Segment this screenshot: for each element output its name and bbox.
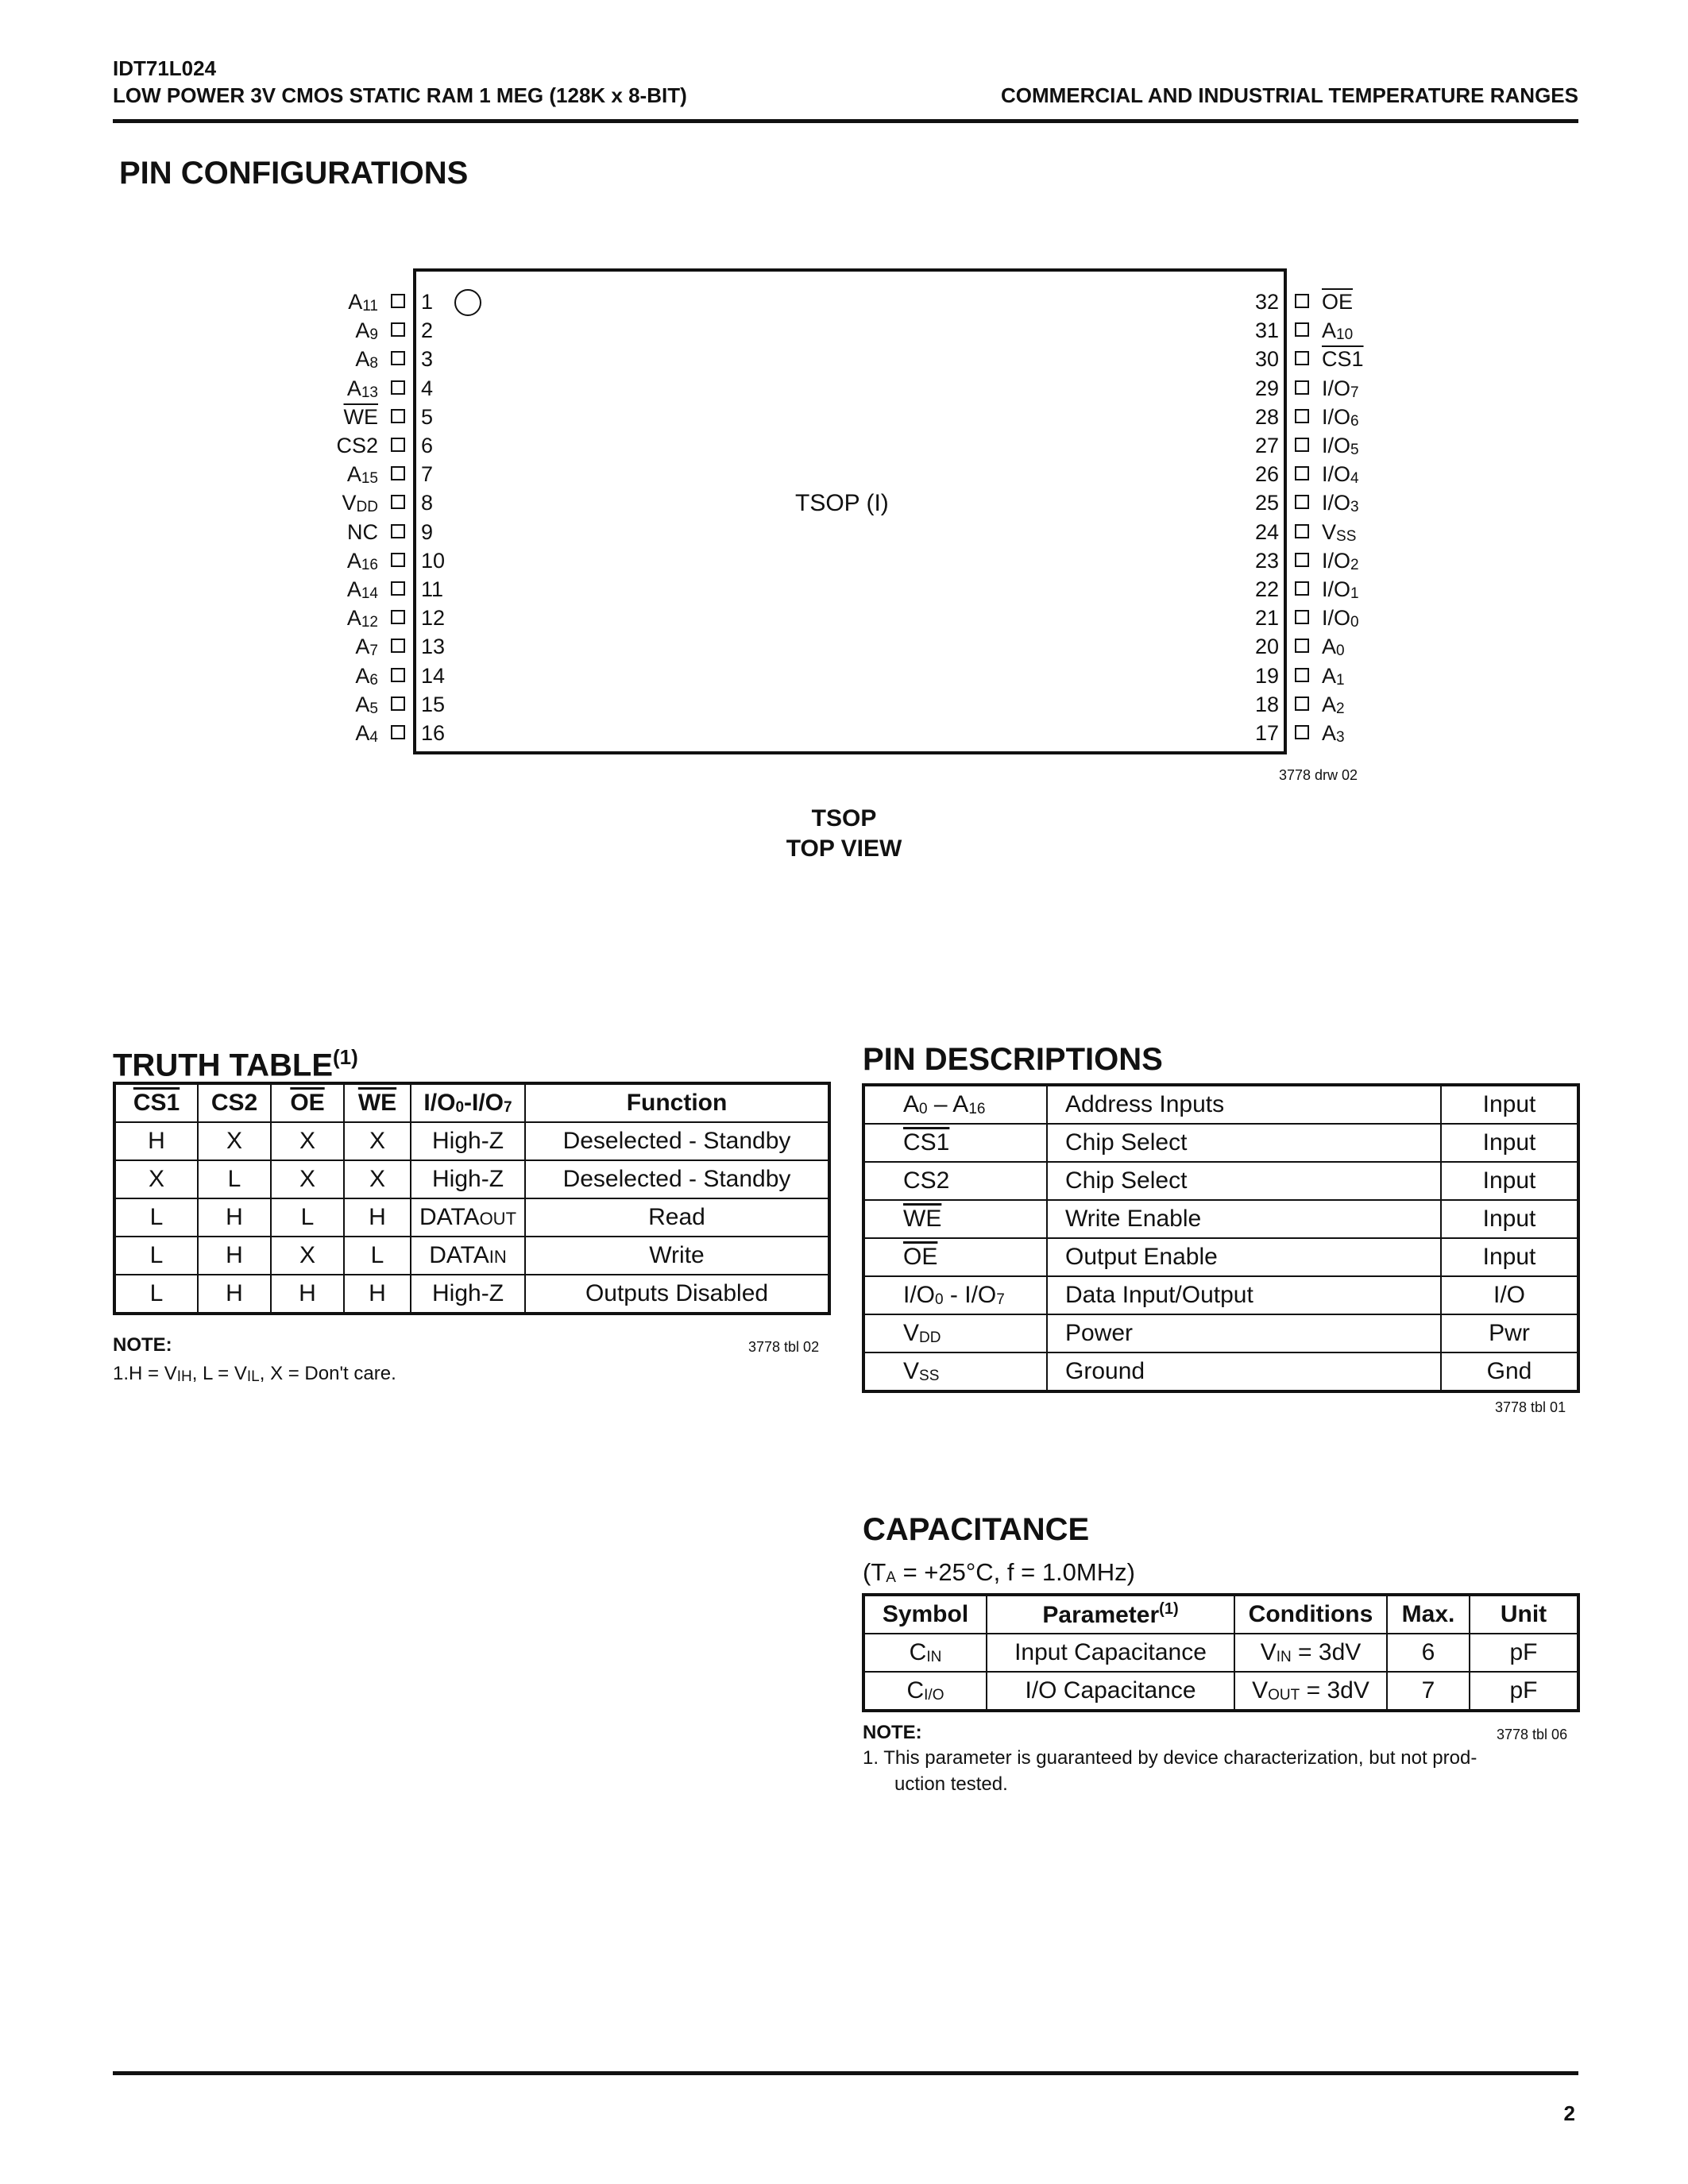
pin-description-row — [864, 1276, 1578, 1314]
header-rule — [113, 119, 1578, 123]
pin-name: $A_{10}$ — [1322, 318, 1354, 344]
capacitance-table-reference: 3778 tbl 06 — [1497, 1727, 1568, 1742]
pin-3 — [270, 345, 434, 373]
pin-14 — [270, 662, 446, 690]
pin-name: $I/O_7$ — [1322, 376, 1359, 401]
pin-lead-icon — [1295, 581, 1309, 596]
cell-cs1: X — [115, 1160, 198, 1198]
pin-name: CS1 — [1322, 347, 1364, 372]
pin-number: 24 — [1254, 519, 1279, 544]
cell-pin-description: Chip Select — [1047, 1162, 1441, 1200]
pin-name: $I/O_2$ — [1322, 548, 1359, 573]
pin-31 — [1254, 316, 1446, 345]
truth-table — [114, 1083, 829, 1314]
pin-description-row — [864, 1314, 1578, 1352]
pin-lead-icon — [391, 322, 405, 337]
pin-descriptions-title: PIN DESCRIPTIONS — [863, 1042, 1163, 1077]
cell-parameter: I/O Capacitance — [987, 1672, 1234, 1710]
pin-name: $V_{SS}$ — [1322, 519, 1357, 545]
pin-number: 10 — [421, 548, 446, 573]
truth-table-footnote-ref: (1) — [333, 1045, 358, 1069]
pin-9 — [270, 518, 434, 546]
pin-name: NC — [347, 519, 378, 544]
pin-number: 18 — [1254, 692, 1279, 716]
cell-we: L — [344, 1237, 411, 1275]
cell-pin-description: Power — [1047, 1314, 1441, 1352]
capacitance-note-label: NOTE: — [863, 1722, 922, 1743]
cell-cs1: L — [115, 1237, 198, 1275]
truth-table-row — [115, 1237, 829, 1275]
pin-15 — [270, 690, 446, 719]
pin-description-row — [864, 1200, 1578, 1238]
truth-table-row — [115, 1160, 829, 1198]
cell-pin-name: $I/O_0 - I/O_7$ — [864, 1276, 1047, 1314]
cell-oe: X — [271, 1237, 344, 1275]
pin-name: $A_6$ — [355, 663, 378, 689]
truth-table-title — [113, 1045, 358, 1083]
pin-name: $A_7$ — [355, 635, 378, 660]
cell-io: High-Z — [411, 1122, 525, 1160]
cell-pin-type: Input — [1441, 1200, 1578, 1238]
cell-parameter: Input Capacitance — [987, 1634, 1234, 1672]
cell-pin-type: Pwr — [1441, 1314, 1578, 1352]
cell-function: Read — [525, 1198, 829, 1237]
tsop-package-outline — [413, 268, 1287, 754]
caption-view: TOP VIEW — [786, 835, 902, 862]
pin-number: 6 — [421, 434, 434, 457]
pin-lead-icon — [391, 438, 405, 452]
pin-lead-icon — [1295, 524, 1309, 538]
pin-name: $\overline{WE}$ — [343, 404, 378, 429]
pin-number: 25 — [1254, 491, 1279, 515]
pin-description-row — [864, 1352, 1578, 1391]
pin-number: 11 — [421, 577, 444, 601]
th-symbol: Symbol — [864, 1596, 987, 1634]
cell-pin-description: Address Inputs — [1047, 1086, 1441, 1124]
pin-lead-icon — [1295, 610, 1309, 624]
cell-pin-type: Input — [1441, 1124, 1578, 1162]
pin-number: 21 — [1254, 606, 1279, 631]
cell-pin-name: CS1 — [864, 1124, 1047, 1162]
cell-pin-name: $V_{SS}$ — [864, 1352, 1047, 1391]
pin-description-row — [864, 1162, 1578, 1200]
cell-function: Outputs Disabled — [525, 1275, 829, 1313]
pin-29 — [1254, 374, 1446, 403]
page-number: 2 — [1563, 2101, 1575, 2125]
capacitance-row — [864, 1634, 1578, 1672]
th-cs2: CS2 — [198, 1084, 271, 1122]
pin-number: 30 — [1254, 347, 1279, 372]
cell-io: High-Z — [411, 1275, 525, 1313]
cell-pin-name: $\overline{OE}$ — [864, 1238, 1047, 1276]
pin-number: 7 — [421, 462, 434, 487]
pin-name: $V_{DD}$ — [342, 491, 378, 516]
pin-name: $A_{15}$ — [346, 462, 378, 488]
th-conditions: Conditions — [1234, 1596, 1387, 1634]
pin-name: $\overline{OE}$ — [1322, 290, 1354, 314]
cell-cs2: H — [198, 1237, 271, 1275]
pin-number: 28 — [1254, 404, 1279, 429]
pin-18 — [1254, 690, 1446, 719]
pin-name: $I/O_6$ — [1322, 404, 1359, 430]
pin-lead-icon — [391, 553, 405, 567]
pin-number: 5 — [421, 404, 434, 429]
truth-table-header-row — [115, 1084, 829, 1122]
pin-name: $I/O_5$ — [1322, 434, 1359, 458]
pin-configurations-title: PIN CONFIGURATIONS — [119, 156, 469, 191]
pin-7 — [270, 460, 434, 488]
capacitance-conditions: ($T_A = +25^\circ C$, f = 1.0MHz) — [863, 1558, 1135, 1586]
pin-lead-icon — [391, 610, 405, 624]
pin-name: $A_{13}$ — [346, 376, 378, 401]
pin-name: $A_{12}$ — [346, 606, 378, 631]
cell-unit: pF — [1470, 1634, 1578, 1672]
pin-lead-icon — [1295, 380, 1309, 395]
pin-lead-icon — [391, 668, 405, 682]
pin-lead-icon — [1295, 466, 1309, 480]
pin-lead-icon — [391, 466, 405, 480]
pin-lead-icon — [391, 294, 405, 308]
th-io: $I/O_0-I/O_7$ — [411, 1084, 525, 1122]
pin-16 — [270, 719, 446, 747]
cell-cs1: L — [115, 1275, 198, 1313]
part-number: IDT71L024 — [113, 56, 217, 80]
pin-lead-icon — [391, 581, 405, 596]
pin-22 — [1254, 575, 1446, 604]
pin-descriptions-table — [863, 1085, 1578, 1391]
truth-table-row — [115, 1122, 829, 1160]
pin-name: $A_4$ — [355, 721, 378, 746]
cell-conditions: $V_{OUT} = 3dV$ — [1234, 1672, 1387, 1710]
pin-description-row — [864, 1124, 1578, 1162]
pin-name: $A_9$ — [355, 318, 378, 344]
pin-lead-icon — [1295, 553, 1309, 567]
pin-lead-icon — [391, 380, 405, 395]
cell-cs2: X — [198, 1122, 271, 1160]
cell-pin-type: Input — [1441, 1162, 1578, 1200]
cell-io: DATAOUT — [411, 1198, 525, 1237]
pin-30 — [1254, 345, 1446, 373]
pin-28 — [1254, 403, 1446, 431]
pin-number: 15 — [421, 692, 446, 716]
pin-number: 4 — [421, 376, 434, 400]
pin-25 — [1254, 488, 1446, 517]
cell-cs2: H — [198, 1275, 271, 1313]
cell-oe: L — [271, 1198, 344, 1237]
pin-name: $I/O_0$ — [1322, 606, 1359, 631]
pin-name: $A_2$ — [1322, 692, 1345, 717]
pin-lead-icon — [391, 725, 405, 739]
pin-number: 12 — [421, 606, 446, 631]
pin-8 — [270, 488, 434, 517]
cell-pin-description: Data Input/Output — [1047, 1276, 1441, 1314]
pin-number: 17 — [1254, 721, 1279, 745]
pin-name: $A_3$ — [1322, 721, 1345, 746]
pin-lead-icon — [1295, 696, 1309, 711]
cell-cs1: H — [115, 1122, 198, 1160]
pin-13 — [270, 632, 446, 661]
th-unit: Unit — [1470, 1596, 1578, 1634]
pin-lead-icon — [1295, 725, 1309, 739]
pin-4 — [270, 374, 434, 403]
diagram-caption — [0, 804, 1688, 864]
pin-number: 19 — [1254, 663, 1279, 688]
th-oe: $\overline{OE}$ — [290, 1090, 325, 1116]
pin-number: 2 — [421, 318, 434, 343]
truth-table-row — [115, 1198, 829, 1237]
pin-11 — [270, 575, 444, 604]
cell-max: 6 — [1387, 1634, 1470, 1672]
cell-symbol: $C_{IN}$ — [864, 1634, 987, 1672]
pin-21 — [1254, 604, 1446, 632]
pin-24 — [1254, 518, 1446, 546]
pin-name: $A_8$ — [355, 347, 378, 372]
cell-cs2: H — [198, 1198, 271, 1237]
pin-lead-icon — [1295, 639, 1309, 653]
cell-pin-description: Ground — [1047, 1352, 1441, 1391]
pin-10 — [270, 546, 446, 575]
pin-number: 22 — [1254, 577, 1279, 601]
pin-lead-icon — [391, 696, 405, 711]
pin-number: 29 — [1254, 376, 1279, 400]
footer-rule — [113, 2071, 1578, 2075]
pin-descriptions-reference: 3778 tbl 01 — [1495, 1399, 1566, 1415]
pin-number: 20 — [1254, 635, 1279, 659]
cell-we: X — [344, 1122, 411, 1160]
pin-number: 27 — [1254, 434, 1279, 457]
pin-2 — [270, 316, 434, 345]
pin-number: 9 — [421, 519, 434, 544]
cell-pin-type: I/O — [1441, 1276, 1578, 1314]
cell-io: High-Z — [411, 1160, 525, 1198]
pin-lead-icon — [391, 409, 405, 423]
pin-number: 23 — [1254, 548, 1279, 573]
cell-pin-description: Chip Select — [1047, 1124, 1441, 1162]
pin-number: 16 — [421, 721, 446, 745]
pin-name: $I/O_3$ — [1322, 491, 1359, 516]
cell-function: Deselected - Standby — [525, 1160, 829, 1198]
pin-12 — [270, 604, 446, 632]
caption-package: TSOP — [811, 805, 877, 832]
cell-pin-name: CS2 — [864, 1162, 1047, 1200]
pin-number: 31 — [1254, 318, 1279, 343]
pin-26 — [1254, 460, 1446, 488]
pin-name: $A_{14}$ — [346, 577, 378, 602]
capacitance-note-line1: 1. This parameter is guaranteed by device characterization, but not prod- — [863, 1747, 1477, 1769]
document-subtitle: LOW POWER 3V CMOS STATIC RAM 1 MEG (128K x 8-BIT) — [113, 83, 687, 107]
cell-pin-name: $\overline{WE}$ — [864, 1200, 1047, 1238]
pin-name: $A_1$ — [1322, 663, 1345, 689]
pin-lead-icon — [391, 351, 405, 365]
cell-we: H — [344, 1275, 411, 1313]
cell-function: Deselected - Standby — [525, 1122, 829, 1160]
pin-32 — [1254, 287, 1446, 316]
pin-number: 8 — [421, 491, 434, 515]
truth-note-text: $1.H = V_{IH}$, $L = V_{IL}$, X = Don't care. — [113, 1363, 396, 1385]
cell-pin-type: Gnd — [1441, 1352, 1578, 1391]
pin-27 — [1254, 431, 1446, 460]
capacitance-table — [863, 1595, 1578, 1711]
capacitance-row — [864, 1672, 1578, 1710]
truth-table-title-text: TRUTH TABLE — [113, 1048, 333, 1083]
th-max: Max. — [1387, 1596, 1470, 1634]
cell-conditions: $V_{IN} = 3dV$ — [1234, 1634, 1387, 1672]
capacitance-note-line2: uction tested. — [894, 1773, 1008, 1795]
cell-oe: H — [271, 1275, 344, 1313]
pin-23 — [1254, 546, 1446, 575]
cell-we: H — [344, 1198, 411, 1237]
temperature-range: COMMERCIAL AND INDUSTRIAL TEMPERATURE RANGES — [1000, 83, 1578, 107]
cell-pin-type: Input — [1441, 1086, 1578, 1124]
pin-number: 3 — [421, 347, 434, 372]
pin-number: 26 — [1254, 462, 1279, 487]
pin-name: $I/O_1$ — [1322, 577, 1359, 602]
pin-1 — [270, 287, 434, 316]
pin-name: $A_0$ — [1322, 635, 1345, 660]
truth-table-reference: 3778 tbl 02 — [748, 1339, 820, 1355]
cell-pin-name: $A_0 - A_{16}$ — [864, 1086, 1047, 1124]
cell-pin-description: Output Enable — [1047, 1238, 1441, 1276]
cell-oe: X — [271, 1122, 344, 1160]
pin-number: 1 — [421, 290, 434, 314]
cell-pin-type: Input — [1441, 1238, 1578, 1276]
pin-5 — [270, 403, 434, 431]
pin-lead-icon — [1295, 351, 1309, 365]
pin-lead-icon — [391, 495, 405, 509]
pin-lead-icon — [1295, 294, 1309, 308]
cell-cs2: L — [198, 1160, 271, 1198]
pin-number: 14 — [421, 663, 446, 688]
cell-function: Write — [525, 1237, 829, 1275]
pin-lead-icon — [1295, 668, 1309, 682]
pin-description-row — [864, 1086, 1578, 1124]
cell-pin-description: Write Enable — [1047, 1200, 1441, 1238]
cell-oe: X — [271, 1160, 344, 1198]
th-parameter: Parameter$^{(1)}$ — [987, 1596, 1234, 1634]
pin-17 — [1254, 719, 1446, 747]
capacitance-title: CAPACITANCE — [863, 1512, 1090, 1547]
cell-symbol: $C_{I/O}$ — [864, 1672, 987, 1710]
pin-lead-icon — [391, 639, 405, 653]
pin-number: 13 — [421, 635, 446, 659]
pin-name: CS2 — [336, 434, 378, 457]
cell-unit: pF — [1470, 1672, 1578, 1710]
drawing-reference: 3778 drw 02 — [1279, 767, 1358, 783]
pin-lead-icon — [1295, 438, 1309, 452]
pin-lead-icon — [391, 524, 405, 538]
capacitance-header-row — [864, 1596, 1578, 1634]
pin-lead-icon — [1295, 322, 1309, 337]
pin-number: 32 — [1254, 290, 1279, 314]
pin-name: $A_{16}$ — [346, 548, 378, 573]
cell-io: DATAIN — [411, 1237, 525, 1275]
pin-20 — [1254, 632, 1446, 661]
pin-19 — [1254, 662, 1446, 690]
cell-we: X — [344, 1160, 411, 1198]
cell-pin-name: $V_{DD}$ — [864, 1314, 1047, 1352]
pin-lead-icon — [1295, 495, 1309, 509]
th-cs1: CS1 — [133, 1090, 180, 1116]
th-we: $\overline{WE}$ — [357, 1090, 397, 1116]
pin-description-row — [864, 1238, 1578, 1276]
cell-cs1: L — [115, 1198, 198, 1237]
th-function: Function — [525, 1084, 829, 1122]
pin-name: $A_{11}$ — [348, 290, 378, 314]
truth-table-row — [115, 1275, 829, 1313]
pin-6 — [270, 431, 434, 460]
pin-name: $A_5$ — [355, 692, 378, 717]
pin-lead-icon — [1295, 409, 1309, 423]
cell-max: 7 — [1387, 1672, 1470, 1710]
package-label: TSOP (I) — [795, 490, 889, 516]
truth-note-label: NOTE: — [113, 1334, 172, 1356]
pin-name: $I/O_4$ — [1322, 462, 1359, 488]
